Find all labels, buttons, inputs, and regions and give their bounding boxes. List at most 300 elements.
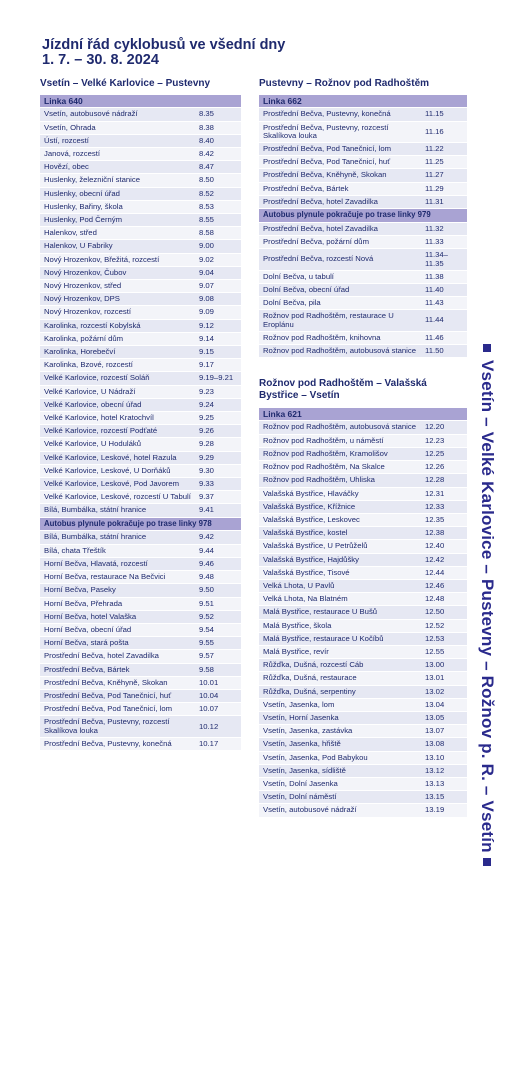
table-row xyxy=(259,725,467,738)
table-row xyxy=(259,698,467,711)
departure-time: 11.38 xyxy=(423,270,467,283)
continue-note-979: Autobus plynule pokračuje po trase linky 979 xyxy=(259,209,467,223)
table-row xyxy=(40,200,241,213)
stop-name: Huslenky, obecní úřad xyxy=(40,187,197,200)
stop-name: Karolinka, požární dům xyxy=(40,332,197,345)
timetable-640 xyxy=(40,108,241,518)
departure-time: 9.19–9.21 xyxy=(197,372,241,385)
table-row xyxy=(259,236,467,249)
stop-name: Bílá, Bumbálka, státní hranice xyxy=(40,504,197,517)
departure-time: 8.40 xyxy=(197,134,241,147)
table-row xyxy=(40,478,241,491)
table-row xyxy=(259,249,467,270)
departure-time: 10.04 xyxy=(197,690,241,703)
stop-name: Horní Bečva, Hlavatá, rozcestí xyxy=(40,557,197,570)
departure-time: 13.12 xyxy=(423,764,467,777)
departure-time: 13.13 xyxy=(423,778,467,791)
stop-name: Rožnov pod Radhoštěm, knihovna xyxy=(259,331,423,344)
departure-time: 12.52 xyxy=(423,619,467,632)
timetable-662 xyxy=(259,108,467,209)
stop-name: Prostřední Bečva, Bártek xyxy=(259,182,423,195)
stop-name: Růžďka, Dušná, serpentiny xyxy=(259,685,423,698)
table-row xyxy=(40,663,241,676)
departure-time: 12.38 xyxy=(423,527,467,540)
stop-name: Velké Karlovice, rozcestí Podťaté xyxy=(40,425,197,438)
departure-time: 9.48 xyxy=(197,571,241,584)
departure-time: 9.12 xyxy=(197,319,241,332)
table-row xyxy=(259,645,467,658)
departure-time: 13.02 xyxy=(423,685,467,698)
stop-name: Vsetín, autobusové nádraží xyxy=(40,108,197,121)
table-row xyxy=(40,531,241,544)
departure-time: 13.00 xyxy=(423,659,467,672)
stop-name: Valašská Bystřice, Hajdůšky xyxy=(259,553,423,566)
departure-time: 9.50 xyxy=(197,584,241,597)
table-row xyxy=(40,610,241,623)
stop-name: Prostřední Bečva, Pustevny, konečná xyxy=(259,108,423,121)
departure-time: 9.09 xyxy=(197,306,241,319)
departure-time: 10.17 xyxy=(197,737,241,750)
table-row xyxy=(40,637,241,650)
stop-name: Prostřední Bečva, Pustevny, rozcestí Skalíkova louka xyxy=(259,121,423,142)
table-row xyxy=(259,606,467,619)
table-row xyxy=(40,597,241,610)
stop-name: Prostřední Bečva, požární dům xyxy=(259,236,423,249)
stop-name: Huslenky, železniční stanice xyxy=(40,174,197,187)
departure-time: 13.15 xyxy=(423,791,467,804)
stop-name: Valašská Bystřice, Křížnice xyxy=(259,500,423,513)
stop-name: Velké Karlovice, obecní úřad xyxy=(40,398,197,411)
stop-name: Halenkov, střed xyxy=(40,227,197,240)
stop-name: Malá Bystřice, revír xyxy=(259,645,423,658)
stop-name: Prostřední Bečva, hotel Zavadilka xyxy=(259,223,423,236)
stop-name: Prostřední Bečva, Pustevny, rozcestí Skalíkova louka xyxy=(40,716,197,737)
stop-name: Rožnov pod Radhoštěm, Uhliska xyxy=(259,474,423,487)
stop-name: Prostřední Bečva, rozcestí Nová xyxy=(259,249,423,270)
stop-name: Nový Hrozenkov, rozcestí xyxy=(40,306,197,319)
table-row xyxy=(259,223,467,236)
departure-time: 11.25 xyxy=(423,156,467,169)
table-row xyxy=(259,540,467,553)
departure-time: 9.46 xyxy=(197,557,241,570)
table-row xyxy=(259,764,467,777)
stop-name: Velké Karlovice, U Nádraží xyxy=(40,385,197,398)
departure-time: 9.29 xyxy=(197,451,241,464)
departure-time: 13.08 xyxy=(423,738,467,751)
table-row xyxy=(40,716,241,737)
stop-name: Velké Karlovice, rozcestí Soláň xyxy=(40,372,197,385)
table-row xyxy=(259,751,467,764)
table-row xyxy=(40,253,241,266)
stop-name: Vsetín, Jasenka, lom xyxy=(259,698,423,711)
table-row xyxy=(259,156,467,169)
continue-note-978: Autobus plynule pokračuje po trase linky 978 xyxy=(40,518,241,532)
table-row xyxy=(259,331,467,344)
departure-time: 11.31 xyxy=(423,195,467,208)
departure-time: 9.14 xyxy=(197,332,241,345)
table-row xyxy=(40,703,241,716)
departure-time: 9.28 xyxy=(197,438,241,451)
departure-time: 8.47 xyxy=(197,161,241,174)
table-row xyxy=(259,500,467,513)
stop-name: Vsetín, Jasenka, sídliště xyxy=(259,764,423,777)
stop-name: Vsetín, Jasenka, hřiště xyxy=(259,738,423,751)
departure-time: 12.48 xyxy=(423,593,467,606)
section-title-line-2: Bystřice – Vsetín xyxy=(259,390,340,402)
table-row xyxy=(259,297,467,310)
departure-time: 12.40 xyxy=(423,540,467,553)
departure-time: 10.12 xyxy=(197,716,241,737)
table-row xyxy=(259,672,467,685)
timetable-979 xyxy=(259,223,467,359)
departure-time: 9.58 xyxy=(197,663,241,676)
table-row xyxy=(259,421,467,434)
timetable-978 xyxy=(40,531,241,751)
departure-time: 12.42 xyxy=(423,553,467,566)
table-row xyxy=(40,121,241,134)
stop-name: Prostřední Bečva, Pod Tanečnicí, huť xyxy=(40,690,197,703)
departure-time: 11.22 xyxy=(423,143,467,156)
departure-time: 12.25 xyxy=(423,447,467,460)
table-row xyxy=(40,280,241,293)
departure-time: 9.07 xyxy=(197,280,241,293)
table-row xyxy=(259,121,467,142)
line-label-662: Linka 662 xyxy=(259,95,467,108)
table-row xyxy=(259,553,467,566)
departure-time: 9.54 xyxy=(197,624,241,637)
table-row xyxy=(259,804,467,817)
stop-name: Rožnov pod Radhoštěm, autobusová stanice xyxy=(259,421,423,434)
right-column xyxy=(259,78,467,818)
table-row xyxy=(40,306,241,319)
table-row xyxy=(40,293,241,306)
table-row xyxy=(40,650,241,663)
departure-time: 9.55 xyxy=(197,637,241,650)
departure-time: 9.42 xyxy=(197,531,241,544)
table-row xyxy=(40,346,241,359)
table-row xyxy=(40,398,241,411)
stop-name: Velké Karlovice, Leskové, hotel Razula xyxy=(40,451,197,464)
table-row xyxy=(259,283,467,296)
table-row xyxy=(40,624,241,637)
side-route-text: Vsetín – Velké Karlovice – Pustevny – Rožnov p. R. – Vsetín xyxy=(478,360,497,853)
table-row xyxy=(259,434,467,447)
table-row xyxy=(40,332,241,345)
stop-name: Dolní Bečva, pila xyxy=(259,297,423,310)
stop-name: Rožnov pod Radhoštěm, restaurace U Eroplánu xyxy=(259,310,423,331)
section-title-pustevny-roznov: Pustevny – Rožnov pod Radhoštěm xyxy=(259,78,430,89)
stop-name: Valašská Bystřice, Hlaváčky xyxy=(259,487,423,500)
stop-name: Prostřední Bečva, hotel Zavadilka xyxy=(40,650,197,663)
departure-time: 9.26 xyxy=(197,425,241,438)
stop-name: Velké Karlovice, Leskové, U Dorňáků xyxy=(40,464,197,477)
table-row xyxy=(259,685,467,698)
stop-name: Vsetín, Jasenka, Pod Babykou xyxy=(259,751,423,764)
title-line-2: 1. 7. – 30. 8. 2024 xyxy=(42,52,159,68)
departure-time: 13.10 xyxy=(423,751,467,764)
departure-time: 10.07 xyxy=(197,703,241,716)
stop-name: Prostřední Bečva, Kněhyně, Skokan xyxy=(259,169,423,182)
table-row xyxy=(40,214,241,227)
stop-name: Velké Karlovice, U Hoduláků xyxy=(40,438,197,451)
departure-time: 9.25 xyxy=(197,412,241,425)
table-row xyxy=(259,619,467,632)
departure-time: 12.26 xyxy=(423,461,467,474)
stop-name: Horní Bečva, stará pošta xyxy=(40,637,197,650)
departure-time: 9.00 xyxy=(197,240,241,253)
table-row xyxy=(259,195,467,208)
departure-time: 12.53 xyxy=(423,632,467,645)
stop-name: Prostřední Bečva, hotel Zavadilka xyxy=(259,195,423,208)
stop-name: Huslenky, Bařiny, škola xyxy=(40,200,197,213)
stop-name: Prostřední Bečva, Pod Tanečnicí, huť xyxy=(259,156,423,169)
stop-name: Valašská Bystřice, U Petrůželů xyxy=(259,540,423,553)
section-title-line-1: Rožnov pod Radhoštěm – Valašská xyxy=(259,378,427,390)
table-row xyxy=(40,425,241,438)
square-bullet-icon xyxy=(483,344,491,352)
stop-name: Vsetín, autobusové nádraží xyxy=(259,804,423,817)
table-row xyxy=(259,169,467,182)
departure-time: 9.23 xyxy=(197,385,241,398)
departure-time: 9.33 xyxy=(197,478,241,491)
line-label-621: Linka 621 xyxy=(259,408,467,421)
departure-time: 9.37 xyxy=(197,491,241,504)
table-row xyxy=(40,571,241,584)
table-row xyxy=(40,737,241,750)
stop-name: Prostřední Bečva, Pustevny, konečná xyxy=(40,737,197,750)
table-row xyxy=(40,266,241,279)
departure-time: 12.28 xyxy=(423,474,467,487)
departure-time: 11.15 xyxy=(423,108,467,121)
departure-time: 11.29 xyxy=(423,182,467,195)
departure-time: 11.50 xyxy=(423,344,467,357)
departure-time: 13.07 xyxy=(423,725,467,738)
stop-name: Vsetín, Dolní Jasenka xyxy=(259,778,423,791)
table-row xyxy=(40,174,241,187)
stop-name: Rožnov pod Radhoštěm, u náměstí xyxy=(259,434,423,447)
departure-time: 8.55 xyxy=(197,214,241,227)
table-row xyxy=(259,566,467,579)
table-row xyxy=(40,584,241,597)
table-row xyxy=(259,513,467,526)
table-row xyxy=(259,108,467,121)
stop-name: Hovězí, obec xyxy=(40,161,197,174)
left-column xyxy=(40,78,241,751)
side-route-label xyxy=(478,350,500,880)
stop-name: Velké Karlovice, Leskové, rozcestí U Tabulí xyxy=(40,491,197,504)
table-row xyxy=(40,372,241,385)
stop-name: Horní Bečva, Přehrada xyxy=(40,597,197,610)
departure-time: 9.04 xyxy=(197,266,241,279)
stop-name: Velká Lhota, U Pavlů xyxy=(259,579,423,592)
table-row xyxy=(259,791,467,804)
stop-name: Vsetín, Ohrada xyxy=(40,121,197,134)
departure-time: 9.51 xyxy=(197,597,241,610)
stop-name: Vsetín, Jasenka, zastávka xyxy=(259,725,423,738)
stop-name: Malá Bystřice, restaurace U Bušů xyxy=(259,606,423,619)
table-row xyxy=(259,527,467,540)
stop-name: Huslenky, Pod Černým xyxy=(40,214,197,227)
table-row xyxy=(259,310,467,331)
stop-name: Velké Karlovice, Leskové, Pod Javorem xyxy=(40,478,197,491)
table-row xyxy=(259,712,467,725)
table-row xyxy=(259,344,467,357)
departure-time: 9.08 xyxy=(197,293,241,306)
departure-time: 9.17 xyxy=(197,359,241,372)
departure-time: 8.50 xyxy=(197,174,241,187)
timetable-621 xyxy=(259,421,467,817)
table-row xyxy=(40,544,241,557)
stop-name: Valašská Bystřice, kostel xyxy=(259,527,423,540)
table-row xyxy=(40,676,241,689)
departure-time: 11.46 xyxy=(423,331,467,344)
stop-name: Velké Karlovice, hotel Kratochvíl xyxy=(40,412,197,425)
table-row xyxy=(259,461,467,474)
stop-name: Bílá, Bumbálka, státní hranice xyxy=(40,531,197,544)
departure-time: 9.57 xyxy=(197,650,241,663)
stop-name: Karolinka, Bzové, rozcestí xyxy=(40,359,197,372)
stop-name: Karolinka, Horebečví xyxy=(40,346,197,359)
departure-time: 9.24 xyxy=(197,398,241,411)
table-row xyxy=(40,504,241,517)
departure-time: 11.43 xyxy=(423,297,467,310)
departure-time: 12.46 xyxy=(423,579,467,592)
table-row xyxy=(259,447,467,460)
stop-name: Nový Hrozenkov, DPS xyxy=(40,293,197,306)
stop-name: Ústí, rozcestí xyxy=(40,134,197,147)
stop-name: Valašská Bystřice, Leskovec xyxy=(259,513,423,526)
title-line-1: Jízdní řád cyklobusů ve všední dny xyxy=(42,37,286,53)
table-row xyxy=(259,738,467,751)
departure-time: 12.33 xyxy=(423,500,467,513)
departure-time: 9.44 xyxy=(197,544,241,557)
stop-name: Prostřední Bečva, Pod Tanečnicí, lom xyxy=(259,143,423,156)
departure-time: 12.44 xyxy=(423,566,467,579)
departure-time: 8.38 xyxy=(197,121,241,134)
section-title-vsetin-pustevny: Vsetín – Velké Karlovice – Pustevny xyxy=(40,78,211,89)
stop-name: Horní Bečva, hotel Valaška xyxy=(40,610,197,623)
table-row xyxy=(40,690,241,703)
table-row xyxy=(259,270,467,283)
departure-time: 8.42 xyxy=(197,148,241,161)
departure-time: 13.19 xyxy=(423,804,467,817)
stop-name: Rožnov pod Radhoštěm, Kramolišov xyxy=(259,447,423,460)
departure-time: 13.05 xyxy=(423,712,467,725)
departure-time: 9.30 xyxy=(197,464,241,477)
table-row xyxy=(259,778,467,791)
departure-time: 12.50 xyxy=(423,606,467,619)
departure-time: 12.55 xyxy=(423,645,467,658)
table-row xyxy=(40,227,241,240)
stop-name: Dolní Bečva, obecní úřad xyxy=(259,283,423,296)
departure-time: 8.58 xyxy=(197,227,241,240)
departure-time: 11.27 xyxy=(423,169,467,182)
stop-name: Velká Lhota, Na Blatném xyxy=(259,593,423,606)
departure-time: 12.20 xyxy=(423,421,467,434)
stop-name: Horní Bečva, Paseky xyxy=(40,584,197,597)
stop-name: Rožnov pod Radhoštěm, Na Skalce xyxy=(259,461,423,474)
departure-time: 13.04 xyxy=(423,698,467,711)
table-row xyxy=(40,148,241,161)
stop-name: Malá Bystřice, restaurace U Kočíbů xyxy=(259,632,423,645)
stop-name: Nový Hrozenkov, Břežitá, rozcestí xyxy=(40,253,197,266)
stop-name: Prostřední Bečva, Pod Tanečnicí, lom xyxy=(40,703,197,716)
departure-time: 10.01 xyxy=(197,676,241,689)
departure-time: 9.52 xyxy=(197,610,241,623)
stop-name: Dolní Bečva, u tabulí xyxy=(259,270,423,283)
table-row xyxy=(40,557,241,570)
table-row xyxy=(259,659,467,672)
stop-name: Bílá, chata Třeštík xyxy=(40,544,197,557)
stop-name: Nový Hrozenkov, střed xyxy=(40,280,197,293)
departure-time: 9.41 xyxy=(197,504,241,517)
stop-name: Janová, rozcestí xyxy=(40,148,197,161)
stop-name: Růžďka, Dušná, rozcestí Cáb xyxy=(259,659,423,672)
stop-name: Vsetín, Horní Jasenka xyxy=(259,712,423,725)
departure-time: 12.35 xyxy=(423,513,467,526)
table-row xyxy=(40,451,241,464)
departure-time: 12.31 xyxy=(423,487,467,500)
table-row xyxy=(40,491,241,504)
stop-name: Nový Hrozenkov, Čubov xyxy=(40,266,197,279)
departure-time: 12.23 xyxy=(423,434,467,447)
table-row xyxy=(259,474,467,487)
stop-name: Vsetín, Dolní náměstí xyxy=(259,791,423,804)
section-title-roznov-vsetin xyxy=(259,378,467,402)
table-row xyxy=(40,161,241,174)
table-row xyxy=(40,438,241,451)
stop-name: Horní Bečva, restaurace Na Bečvici xyxy=(40,571,197,584)
stop-name: Růžďka, Dušná, restaurace xyxy=(259,672,423,685)
table-row xyxy=(40,412,241,425)
table-row xyxy=(259,143,467,156)
stop-name: Rožnov pod Radhoštěm, autobusová stanice xyxy=(259,344,423,357)
table-row xyxy=(259,593,467,606)
stop-name: Horní Bečva, obecní úřad xyxy=(40,624,197,637)
table-row xyxy=(40,359,241,372)
departure-time: 8.53 xyxy=(197,200,241,213)
stop-name: Valašská Bystřice, Tisové xyxy=(259,566,423,579)
table-row xyxy=(40,319,241,332)
table-row xyxy=(259,632,467,645)
table-row xyxy=(40,108,241,121)
table-row xyxy=(40,464,241,477)
page-title xyxy=(42,38,285,68)
departure-time: 11.44 xyxy=(423,310,467,331)
departure-time: 9.02 xyxy=(197,253,241,266)
table-row xyxy=(40,240,241,253)
departure-time: 13.01 xyxy=(423,672,467,685)
table-row xyxy=(259,487,467,500)
stop-name: Malá Bystřice, škola xyxy=(259,619,423,632)
departure-time: 11.33 xyxy=(423,236,467,249)
stop-name: Karolinka, rozcestí Kobylská xyxy=(40,319,197,332)
table-row xyxy=(40,385,241,398)
table-row xyxy=(40,187,241,200)
table-row xyxy=(259,182,467,195)
square-bullet-icon xyxy=(483,858,491,866)
departure-time: 9.15 xyxy=(197,346,241,359)
stop-name: Halenkov, U Fabriky xyxy=(40,240,197,253)
departure-time: 8.35 xyxy=(197,108,241,121)
stop-name: Prostřední Bečva, Bártek xyxy=(40,663,197,676)
table-row xyxy=(40,134,241,147)
departure-time: 8.52 xyxy=(197,187,241,200)
departure-time: 11.34–11.35 xyxy=(423,249,467,270)
table-row xyxy=(259,579,467,592)
stop-name: Prostřední Bečva, Kněhyně, Skokan xyxy=(40,676,197,689)
line-label-640: Linka 640 xyxy=(40,95,241,108)
